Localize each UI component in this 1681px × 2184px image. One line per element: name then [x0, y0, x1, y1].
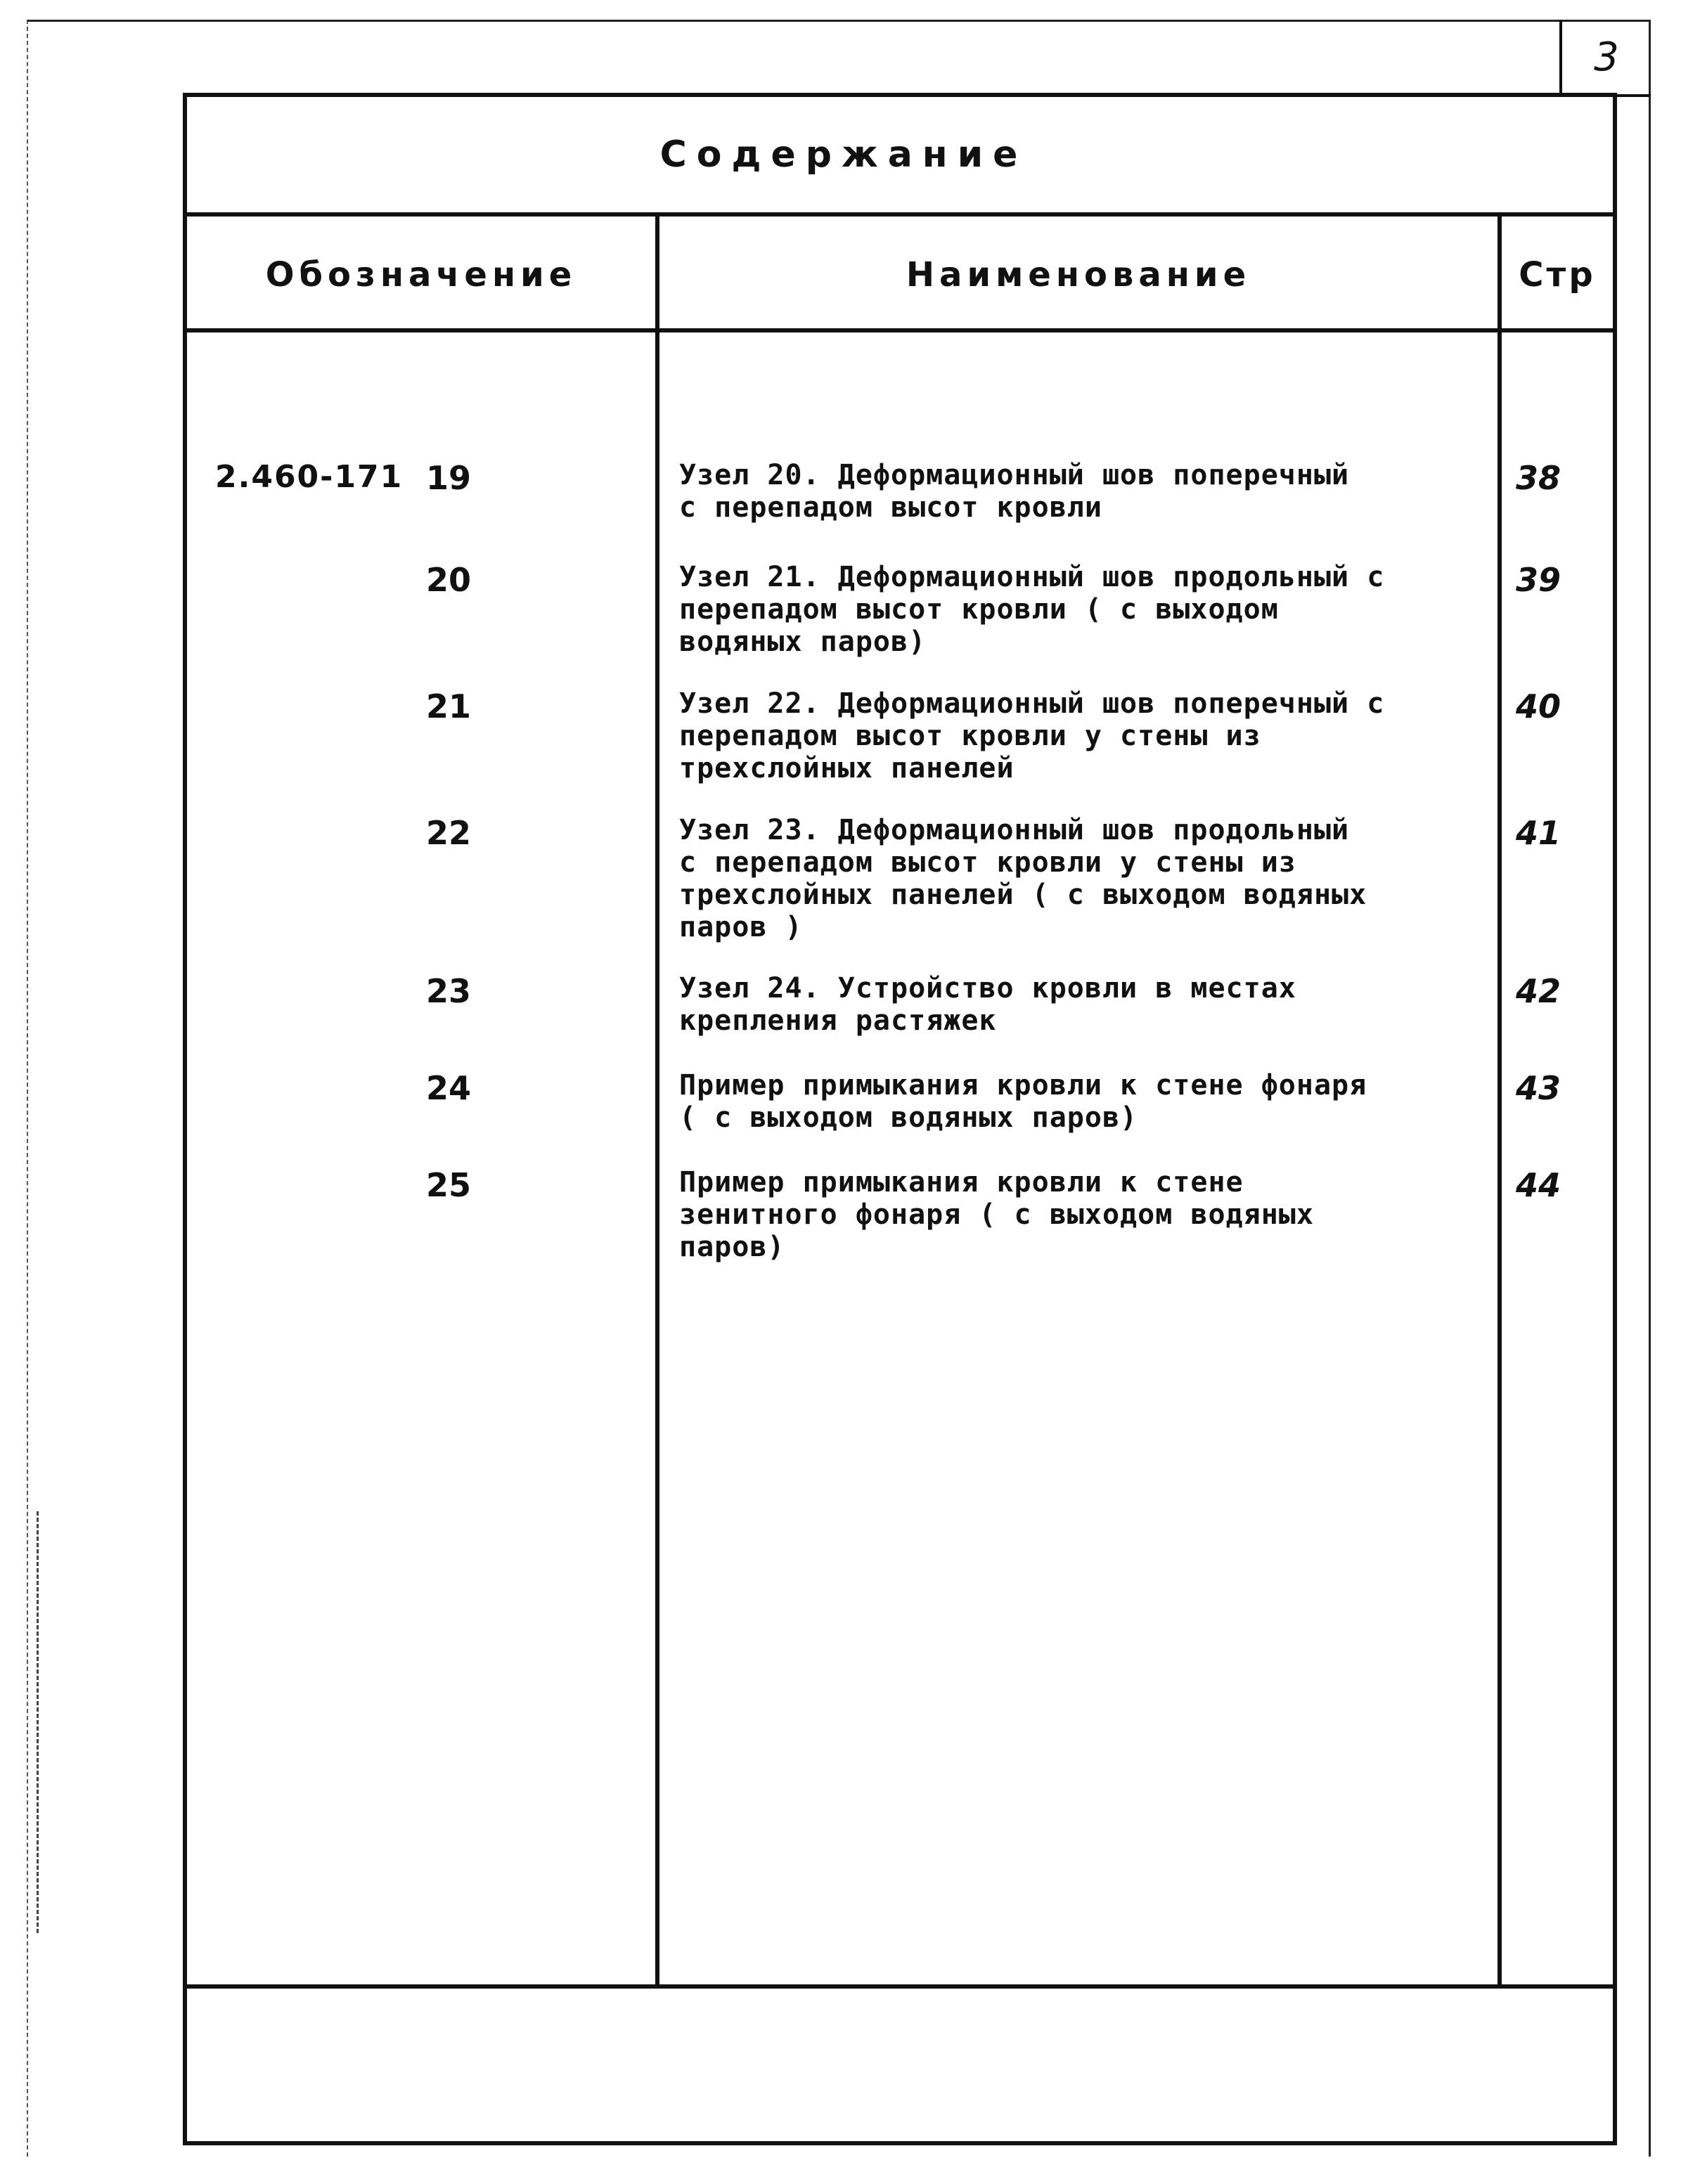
row-name: Пример примыкания кровли к стене зенитного фонаря ( с выходом водяных паров) [679, 1166, 1314, 1263]
row-page: 38 [1516, 459, 1561, 497]
row-name: Узел 21. Деформационный шов продольный с перепадом высот кровли ( с выходом водяных паров) [679, 561, 1385, 658]
binding-edge-marks [37, 1511, 41, 1933]
header-designation: Обозначение [265, 254, 577, 295]
title-row [187, 97, 1613, 217]
row-name: Узел 22. Деформационный шов поперечный с перепадом высот кровли у стены из трехслойных панелей [679, 687, 1385, 784]
row-page: 41 [1516, 814, 1561, 852]
column-divider-page [1498, 217, 1502, 1984]
row-name: Пример примыкания кровли к стене фонаря ( с выходом водяных паров) [679, 1069, 1367, 1134]
row-sheet-number: 23 [426, 972, 472, 1010]
header-page: Стр [1519, 254, 1596, 295]
column-header-row [187, 217, 1613, 332]
row-page: 39 [1516, 561, 1561, 599]
row-sheet-number: 22 [426, 814, 472, 852]
page-number-box [1559, 20, 1651, 97]
row-sheet-number: 19 [426, 459, 472, 497]
page-title: Содержание [659, 134, 1028, 176]
row-name: Узел 24. Устройство кровли в местах крепления растяжек [679, 972, 1296, 1037]
row-name: Узел 20. Деформационный шов поперечный с перепадом высот кровли [679, 459, 1350, 524]
row-sheet-number: 20 [426, 561, 472, 599]
column-divider-designation [655, 217, 659, 1984]
footer-divider [187, 1984, 1613, 1989]
row-page: 40 [1516, 687, 1561, 725]
header-name: Наименование [906, 254, 1251, 295]
row-designation-prefix: 2.460-171 [215, 459, 404, 495]
page-number: 3 [1594, 34, 1619, 80]
row-sheet-number: 25 [426, 1166, 472, 1204]
row-name: Узел 23. Деформационный шов продольный с перепадом высот кровли у стены из трехслойных панелей ( с выходом водяных паров ) [679, 814, 1367, 943]
row-sheet-number: 21 [426, 687, 472, 725]
contents-table-frame [183, 93, 1617, 2145]
row-page: 43 [1516, 1069, 1561, 1107]
row-page: 44 [1516, 1166, 1561, 1204]
row-sheet-number: 24 [426, 1069, 472, 1107]
row-page: 42 [1516, 972, 1561, 1010]
